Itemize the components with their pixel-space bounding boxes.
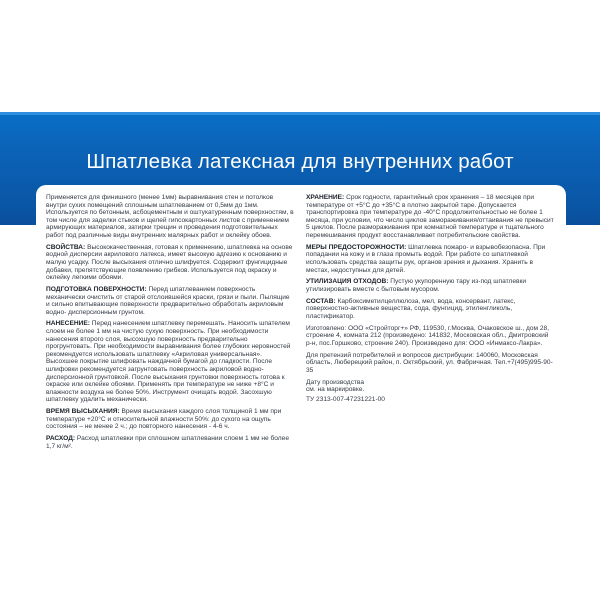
surface-prep-section <box>46 286 295 316</box>
properties-text: Высококачественная, готовая к применению, шпатлевка на основе водной дисперсии акрилового латекса, имеет высокую адгезию к основанию и малую усадку. После высыхания отлично шлифуется. Содержит фунгицидные добавки, препятствующие появлению грибков. Используется под окраску и оклейку легкими обоями. <box>46 243 293 282</box>
consumption-text: Расход шпатлевки при сплошном шпатлевании слоем 1 мм не более 1,7 кг/м². <box>46 435 289 450</box>
composition-text: Карбоксиметилцеллюлоза, мел, вода, консервант, латекс, поверхностно-активные вещества, сода, фунгицид, этиленгликоль, пластификатор. <box>306 297 516 320</box>
claims-info: Для претензий потребителей и вопросов дистрибуции: 140060, Московская область, Люберецкий район, п. Октябрьский, ул. Фабричная. Тел.+7(495)995-90-35 <box>306 351 553 374</box>
application-section <box>46 320 295 404</box>
drying-heading: ВРЕМЯ ВЫСЫХАНИЯ: <box>46 408 120 416</box>
intro-paragraph: Применяется для финишного (менее 1мм) выравнивания стен и потолков внутри сухих помещений сплошным шпатлеванием от 0,5мм до 1мм. Используется по бетонным, асбоцементным и оштукатуренным поверхностям, в том числе для заделки стыков и щелей гипсокартонных листов с применением армирующих материалов, затирки трещин и проведения подготовительных работ под различные виды внутренних малярных работ и оклейку обоев. <box>46 194 294 239</box>
drying-text: Время высыхания каждого слоя толщиной 1 мм при температуре +20°С и относительной влажности 50%: до сухого на ощупь состояния – не менее 2 ч.; до повторного нанесения - 4-6 ч. <box>46 408 282 431</box>
storage-section <box>306 194 556 240</box>
safety-heading: МЕРЫ ПРЕДОСТОРОЖНОСТИ: <box>306 243 407 251</box>
disposal-heading: УТИЛИЗАЦИЯ ОТХОДОВ: <box>306 278 389 286</box>
product-title: Шпатлевка латексная для внутренних работ <box>86 150 514 173</box>
consumption-section <box>46 435 295 450</box>
left-column <box>46 194 295 455</box>
safety-text: Шпатлевка пожаро- и взрывобезопасна. При попадании на кожу и в глаза промыть водой. При работе со шпатлевкой использовать средства защиты рук, органов зрения и дыхания. Хранить в местах, недоступных для детей. <box>306 243 546 274</box>
storage-heading: ХРАНЕНИЕ: <box>306 194 345 201</box>
right-column <box>306 194 556 408</box>
drying-section <box>46 408 295 431</box>
manufacturer-info: Изготовлено: ООО «Стройторг+» РФ, 119530, г.Москва, Очаковское ш., дом 28, строение 4, комната 212 (произведено: 141832, Московская обл., Дмитровский р-н, пос.Горшково, строение 240). Произведено для: ООО «Инмаксо-Лакра». <box>306 324 550 347</box>
technical-standard: ТУ 2313-007-47231221-00 <box>306 395 385 403</box>
storage-text: Срок годности, гарантийный срок хранения – 18 месяцев при температуре от +5°С до +35°С в плотно закрытой таре. Допускается транспортировка при температуре до -40°С продолжительностью не более 1 месяца, при условии, что число циклов замораживания/оттаивания не превысит 5 циклов. После размораживания при комнатной температуре и тщательного перемешивания продукт восстанавливает потребительские свойства. <box>306 194 554 239</box>
disposal-section <box>306 278 556 293</box>
consumption-heading: РАСХОД: <box>46 435 76 443</box>
properties-heading: СВОЙСТВА: <box>46 243 86 251</box>
surface-prep-text: Перед шпатлеванием поверхность механически очистить от старой отслоившейся краски, грязи и пыли. Пылящие и сильно впитывающие поверхности предварительно обработать акриловым водно- дисперсионным грунтом. <box>46 285 290 316</box>
properties-section <box>46 244 295 282</box>
production-date: Дату производства см. на маркировке. <box>306 378 365 394</box>
application-heading: НАНЕСЕНИЕ: <box>46 320 90 328</box>
safety-section <box>306 244 556 274</box>
application-text: Перед нанесением шпатлевку перемешать. Наносить шпателем слоем не более 1 мм на чистую сухую поверхность. При необходимости нанесения второго слоя, высохшую поверхность предварительно прогрунтовать. При необходимости выравнивания более глубоких неровностей рекомендуется использовать шпатлевку «Акриловая универсальная». Высохшее покрытие шлифовать наждачной бумагой до гладкости. После шлифовки рекомендуется загрунтовать поверхность акриловой водно-дисперсионной грунтовкой. После высыхания грунтовки поверхность готова к окраске или оклейке обоями. Применять при температуре не ниже +8°С и влажности воздуха не более 50%. Инструмент очищать водой. Засохшую шпатлевку удалить механически. <box>46 320 291 404</box>
composition-heading: СОСТАВ: <box>306 297 336 305</box>
composition-section <box>306 298 556 321</box>
disposal-text: Пустую укупоренную тару из-под шпатлевки утилизировать вместе с бытовым мусором. <box>306 278 527 293</box>
surface-prep-heading: ПОДГОТОВКА ПОВЕРХНОСТИ: <box>46 285 147 293</box>
